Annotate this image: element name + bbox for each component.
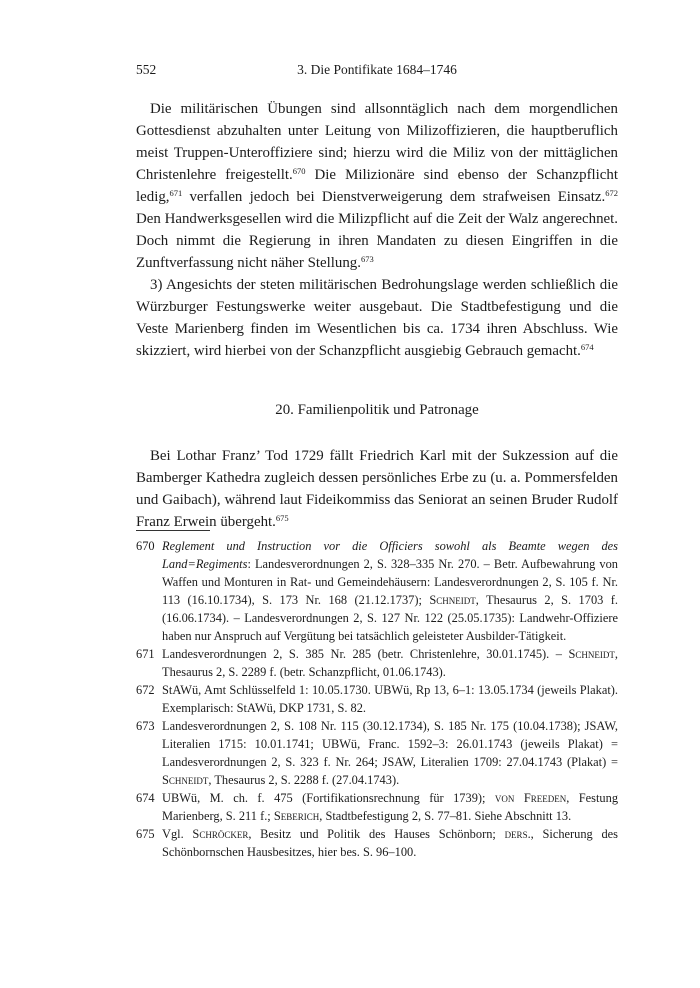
footnote-ref-674[interactable]: 674 xyxy=(580,342,594,352)
paragraph-text: verfallen jedoch bei Dienstverweigerung dem strafweisen Einsatz. xyxy=(182,189,606,205)
footnote-number: 671 xyxy=(136,647,155,661)
paragraph-3 xyxy=(136,445,618,533)
author-name: Schneidt xyxy=(429,593,476,607)
footnote-number: 675 xyxy=(136,827,155,841)
footnote-ref-670[interactable]: 670 xyxy=(292,166,306,176)
footnote-number: 672 xyxy=(136,683,155,697)
author-name: von Freeden xyxy=(494,791,567,805)
footnote-ref-671[interactable]: 671 xyxy=(169,188,183,198)
footnote-671 xyxy=(136,645,618,681)
footnote-672 xyxy=(136,681,618,717)
footnote-separator xyxy=(136,530,210,531)
paragraph-2 xyxy=(136,274,618,362)
main-text xyxy=(136,98,618,533)
footnote-text: , Festung Marienberg, S. 211 f.; xyxy=(162,791,619,823)
footnote-text: Vgl. xyxy=(162,827,193,841)
author-name: Schröcker xyxy=(192,827,249,841)
footnote-675 xyxy=(136,825,618,861)
page-number: 552 xyxy=(136,62,157,77)
footnote-text: Landesverordnungen 2, S. 385 Nr. 285 (betr. Christenlehre, 30.01.1745). – xyxy=(162,647,569,661)
footnote-670 xyxy=(136,537,618,645)
running-title: 3. Die Pontifikate 1684–1746 xyxy=(297,62,457,77)
footnote-text: , Thesaurus 2, S. 2289 f. (betr. Schanzpflicht, 01.06.1743). xyxy=(162,647,618,679)
paragraph-text: Die militärischen Übungen sind allsonntäglich nach dem morgendlichen Gottesdienst abzuhalten unter Leitung von Milizoffizieren, die hauptberuflich meist Truppen-Unteroffiziere sind; hierzu wird die Miliz von der mittäglichen Christenlehre freigestellt. xyxy=(136,101,618,183)
footnote-text: Landesverordnungen 2, S. 108 Nr. 115 (30.12.1734), S. 185 Nr. 175 (10.04.1738); JSAW, Literalien 1715: 10.01.1741; UBWü, Franc. 1592–3: 26.01.1743 (jeweils Plakat) = Landesverordnungen 2, S. 323 f. Nr. 264; JSAW, Literalien 1709: 27.04.1743 (Plakat) = xyxy=(162,719,618,769)
paragraph-text: Die Milizionäre sind ebenso der Schanzpflicht ledig, xyxy=(136,167,618,205)
footnote-text: , Besitz und Politik des Hauses Schönborn; xyxy=(248,827,505,841)
footnotes xyxy=(136,537,618,861)
paragraph-text: Bei Lothar Franz’ Tod 1729 fällt Friedrich Karl mit der Sukzession auf die Bamberger Kathedra zugleich dessen persönliches Erbe zu (u. a. Pommersfelden und Gaibach), während laut Fideikommiss das Seniorat an seinen Bruder Rudolf Franz Erwein übergeht. xyxy=(136,448,618,530)
paragraph-text: 3) Angesichts der steten militärischen Bedrohungslage werden schließlich die Würzburger Festungswerke weiter ausgebaut. Die Stadtbefestigung und die Veste Marienberg finden im Wesentlichen bis ca. 1734 ihren Abschluss. Wie skizziert, wird hierbei von der Schanzpflicht ausgiebig Gebrauch gemacht. xyxy=(136,277,618,359)
author-name: Schneidt xyxy=(568,647,615,661)
footnote-ref-673[interactable]: 673 xyxy=(360,254,374,264)
paragraph-text: Den Handwerksgesellen wird die Milizpflicht auf die Zeit der Walz angerechnet. Doch nimmt die Regierung in ihren Mandaten zu diesen Eingriffen in die Zunftverfassung nicht näher Stellung. xyxy=(136,211,618,271)
footnote-673 xyxy=(136,717,618,789)
footnote-number: 674 xyxy=(136,791,155,805)
footnote-title: Reglement und Instruction vor die Officiers sowohl als Beamte wegen des Land=Regiments xyxy=(162,539,618,571)
footnote-number: 673 xyxy=(136,719,155,733)
footnote-text: , Stadtbefestigung 2, S. 77–81. Siehe Abschnitt 13. xyxy=(319,809,572,823)
footnote-text: StAWü, Amt Schlüsselfeld 1: 10.05.1730. UBWü, Rp 13, 6–1: 13.05.1734 (jeweils Plakat). Exemplarisch: StAWü, DKP 1731, S. 82. xyxy=(162,683,618,715)
footnote-text: : Landesverordnungen 2, S. 328–335 Nr. 270. – Betr. Aufbewahrung von Waffen und Monturen in Rat- und Gemeindehäusern: Landesverordnungen 2, S. 105 f. Nr. 113 (16.10.1734), S. 173 Nr. 168 (21.12.1737); xyxy=(162,557,618,607)
author-name: Schneidt xyxy=(162,773,209,787)
footnote-674 xyxy=(136,789,618,825)
section-heading: 20. Familienpolitik und Patronage xyxy=(275,402,479,418)
footnote-text: , Sicherung des Schönbornschen Hausbesitzes, hier bes. S. 96–100. xyxy=(162,827,618,859)
footnote-text: , Thesaurus 2, S. 1703 f. (16.06.1734). – Landesverordnungen 2, S. 127 Nr. 122 (25.05.1735): Landwehr-Offiziere haben nur Anspruch auf Vergütung bei tatsächlich geleisteter Ausbilder-Tätigkeit. xyxy=(162,593,618,643)
footnote-ref-672[interactable]: 672 xyxy=(605,188,618,198)
author-name: ders. xyxy=(504,827,531,841)
footnote-ref-675[interactable]: 675 xyxy=(275,513,289,523)
paragraph-1 xyxy=(136,98,618,274)
footnote-number: 670 xyxy=(136,539,155,553)
running-head xyxy=(136,62,618,82)
footnote-text: , Thesaurus 2, S. 2288 f. (27.04.1743). xyxy=(208,773,400,787)
author-name: Seberich xyxy=(273,809,320,823)
footnote-text: UBWü, M. ch. f. 475 (Fortifikationsrechnung für 1739); xyxy=(162,791,495,805)
